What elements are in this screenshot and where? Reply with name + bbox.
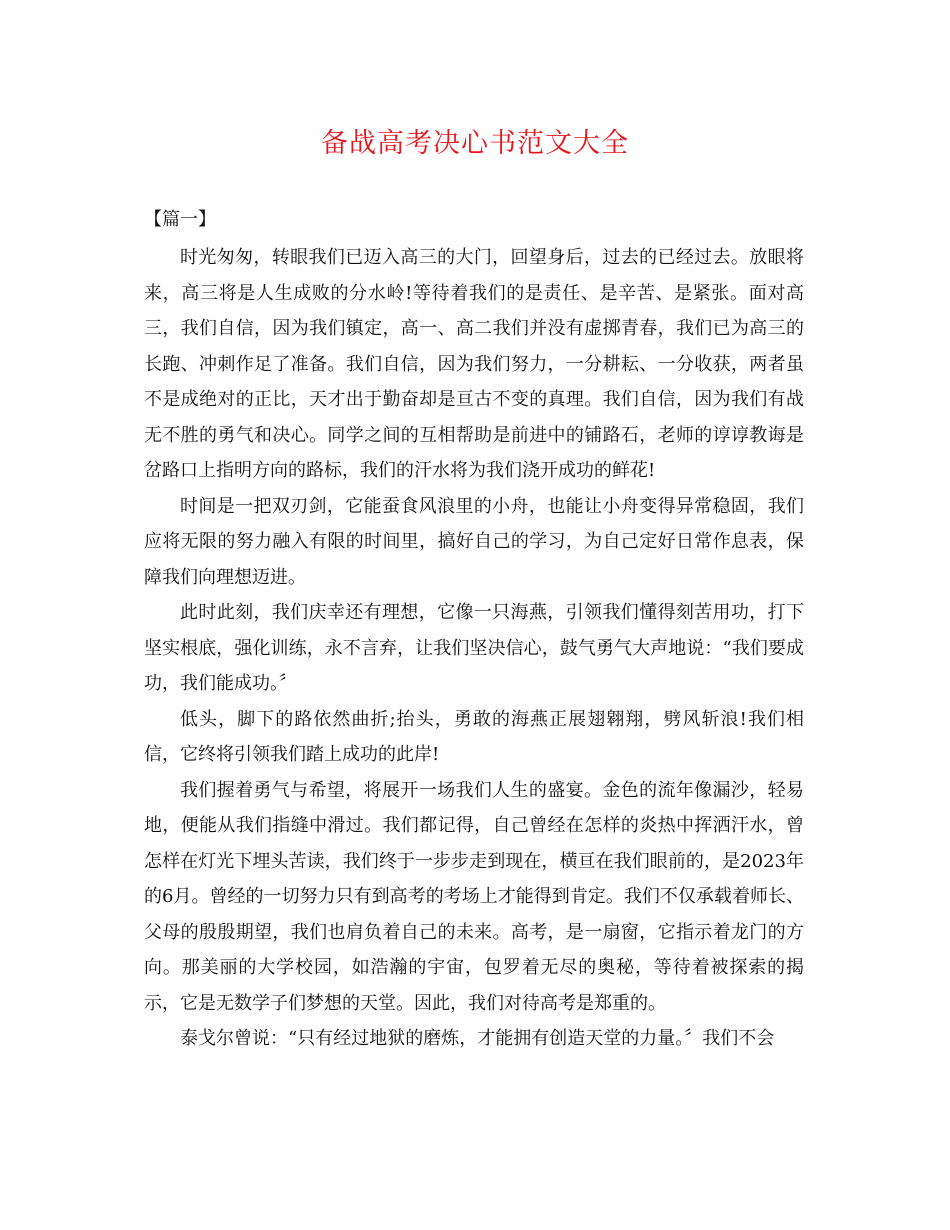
paragraph: 我们握着勇气与希望，将展开一场我们人生的盛宴。金色的流年像漏沙，轻易地，便能从我们指缝中滑过。我们都记得，自己曾经在怎样的炎热中挥洒汗水，曾怎样在灯光下埋头苦读，我们终于一步步走到现在，横亘在我们眼前的，是2023年的6月。曾经的一切努力只有到高考的考场上才能得到肯定。我们不仅承载着师长、父母的殷殷期望，我们也肩负着自己的未来。高考，是一扇窗，它指示着龙门的方向。那美丽的大学校园，如浩瀚的宇宙，包罗着无尽的奥秘，等待着被探索的揭示，它是无数学子们梦想的天堂。因此，我们对待高考是郑重的。 (144, 779, 804, 1014)
paragraph: 此时此刻，我们庆幸还有理想，它像一只海燕，引领我们懂得刻苦用功，打下坚实根底，强化训练，永不言弃，让我们坚决信心，鼓气勇气大声地说：“我们要成功，我们能成功。〞 (144, 602, 804, 694)
paragraph: 时间是一把双刃剑，它能蚕食风浪里的小舟，也能让小舟变得异常稳固，我们应将无限的努力融入有限的时间里，搞好自己的学习，为自己定好日常作息表，保障我们向理想迈进。 (144, 495, 804, 588)
paragraph: 低头，脚下的路依然曲折;抬头，勇敢的海燕正展翅翱翔，劈风斩浪!我们相信，它终将引领我们踏上成功的此岸! (144, 708, 804, 765)
paragraph: 时光匆匆，转眼我们已迈入高三的大门，回望身后，过去的已经过去。放眼将来，高三将是人生成败的分水岭!等待着我们的是责任、是辛苦、是紧张。面对高三，我们自信，因为我们镇定，高一、高二我们并没有虚掷青春，我们已为高三的长跑、冲刺作足了准备。我们自信，因为我们努力，一分耕耘、一分收获，两者虽不是成绝对的正比，天才出于勤奋却是亘古不变的真理。我们自信，因为我们有战无不胜的勇气和决心。同学之间的互相帮助是前进中的铺路石，老师的谆谆教诲是岔路口上指明方向的路标，我们的汗水将为我们浇开成功的鲜花! (144, 247, 804, 481)
document-body (144, 240, 804, 1057)
document-title: 备战高考决心书范文大全 (321, 128, 629, 159)
paragraph: 泰戈尔曾说：“只有经过地狱的磨炼，才能拥有创造天堂的力量。〞我们不会 (180, 1028, 775, 1049)
section-label: 【篇一】 (144, 209, 216, 230)
